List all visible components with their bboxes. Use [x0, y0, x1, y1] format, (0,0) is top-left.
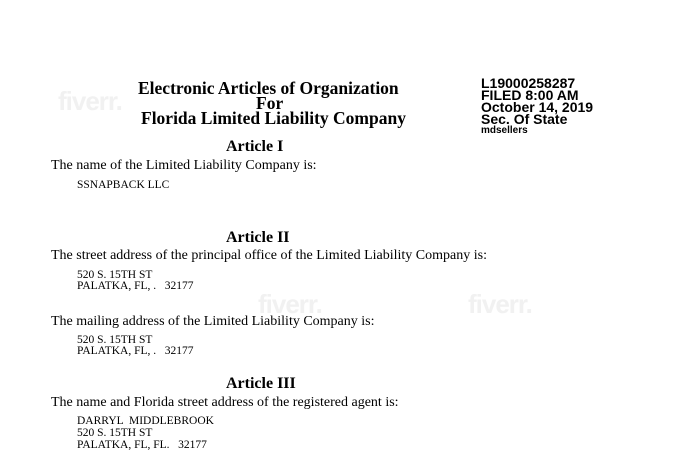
doc-title-line1: Electronic Articles of Organization — [138, 78, 399, 98]
filed-time: FILED 8:00 AM — [481, 87, 579, 103]
mailing-address-statement: The mailing address of the Limited Liability Company is: — [51, 314, 375, 329]
article-1-heading: Article I — [226, 138, 284, 155]
registered-agent-name: DARRYL MIDDLEBROOK — [77, 415, 214, 427]
filing-office: Sec. Of State — [481, 111, 568, 127]
principal-address-statement: The street address of the principal office of the Limited Liability Company is: — [51, 248, 487, 263]
filed-date: October 14, 2019 — [481, 99, 594, 115]
watermark: fiverr. — [468, 289, 532, 319]
watermark: fiverr. — [258, 289, 322, 319]
registered-agent-city: PALATKA, FL, FL. 32177 — [77, 439, 207, 451]
company-name: SSNAPBACK LLC — [77, 179, 170, 191]
principal-address-city: PALATKA, FL, . 32177 — [77, 280, 194, 292]
mailing-address-city: PALATKA, FL, . 32177 — [77, 345, 194, 357]
document-number: L19000258287 — [481, 75, 576, 91]
article-1-statement: The name of the Limited Liability Company is: — [51, 158, 317, 173]
registered-agent-street: 520 S. 15TH ST — [77, 427, 153, 439]
article-2-heading: Article II — [226, 229, 290, 246]
article-3-heading: Article III — [226, 375, 296, 392]
filing-user: mdsellers — [481, 125, 528, 136]
watermark: fiverr. — [58, 86, 122, 116]
registered-agent-statement: The name and Florida street address of the registered agent is: — [51, 395, 399, 410]
filing-stamp — [481, 77, 593, 136]
doc-title-line2: For — [256, 93, 284, 113]
principal-address-street: 520 S. 15TH ST — [77, 269, 153, 281]
mailing-address-street: 520 S. 15TH ST — [77, 334, 153, 346]
doc-title-line3: Florida Limited Liability Company — [141, 108, 406, 128]
